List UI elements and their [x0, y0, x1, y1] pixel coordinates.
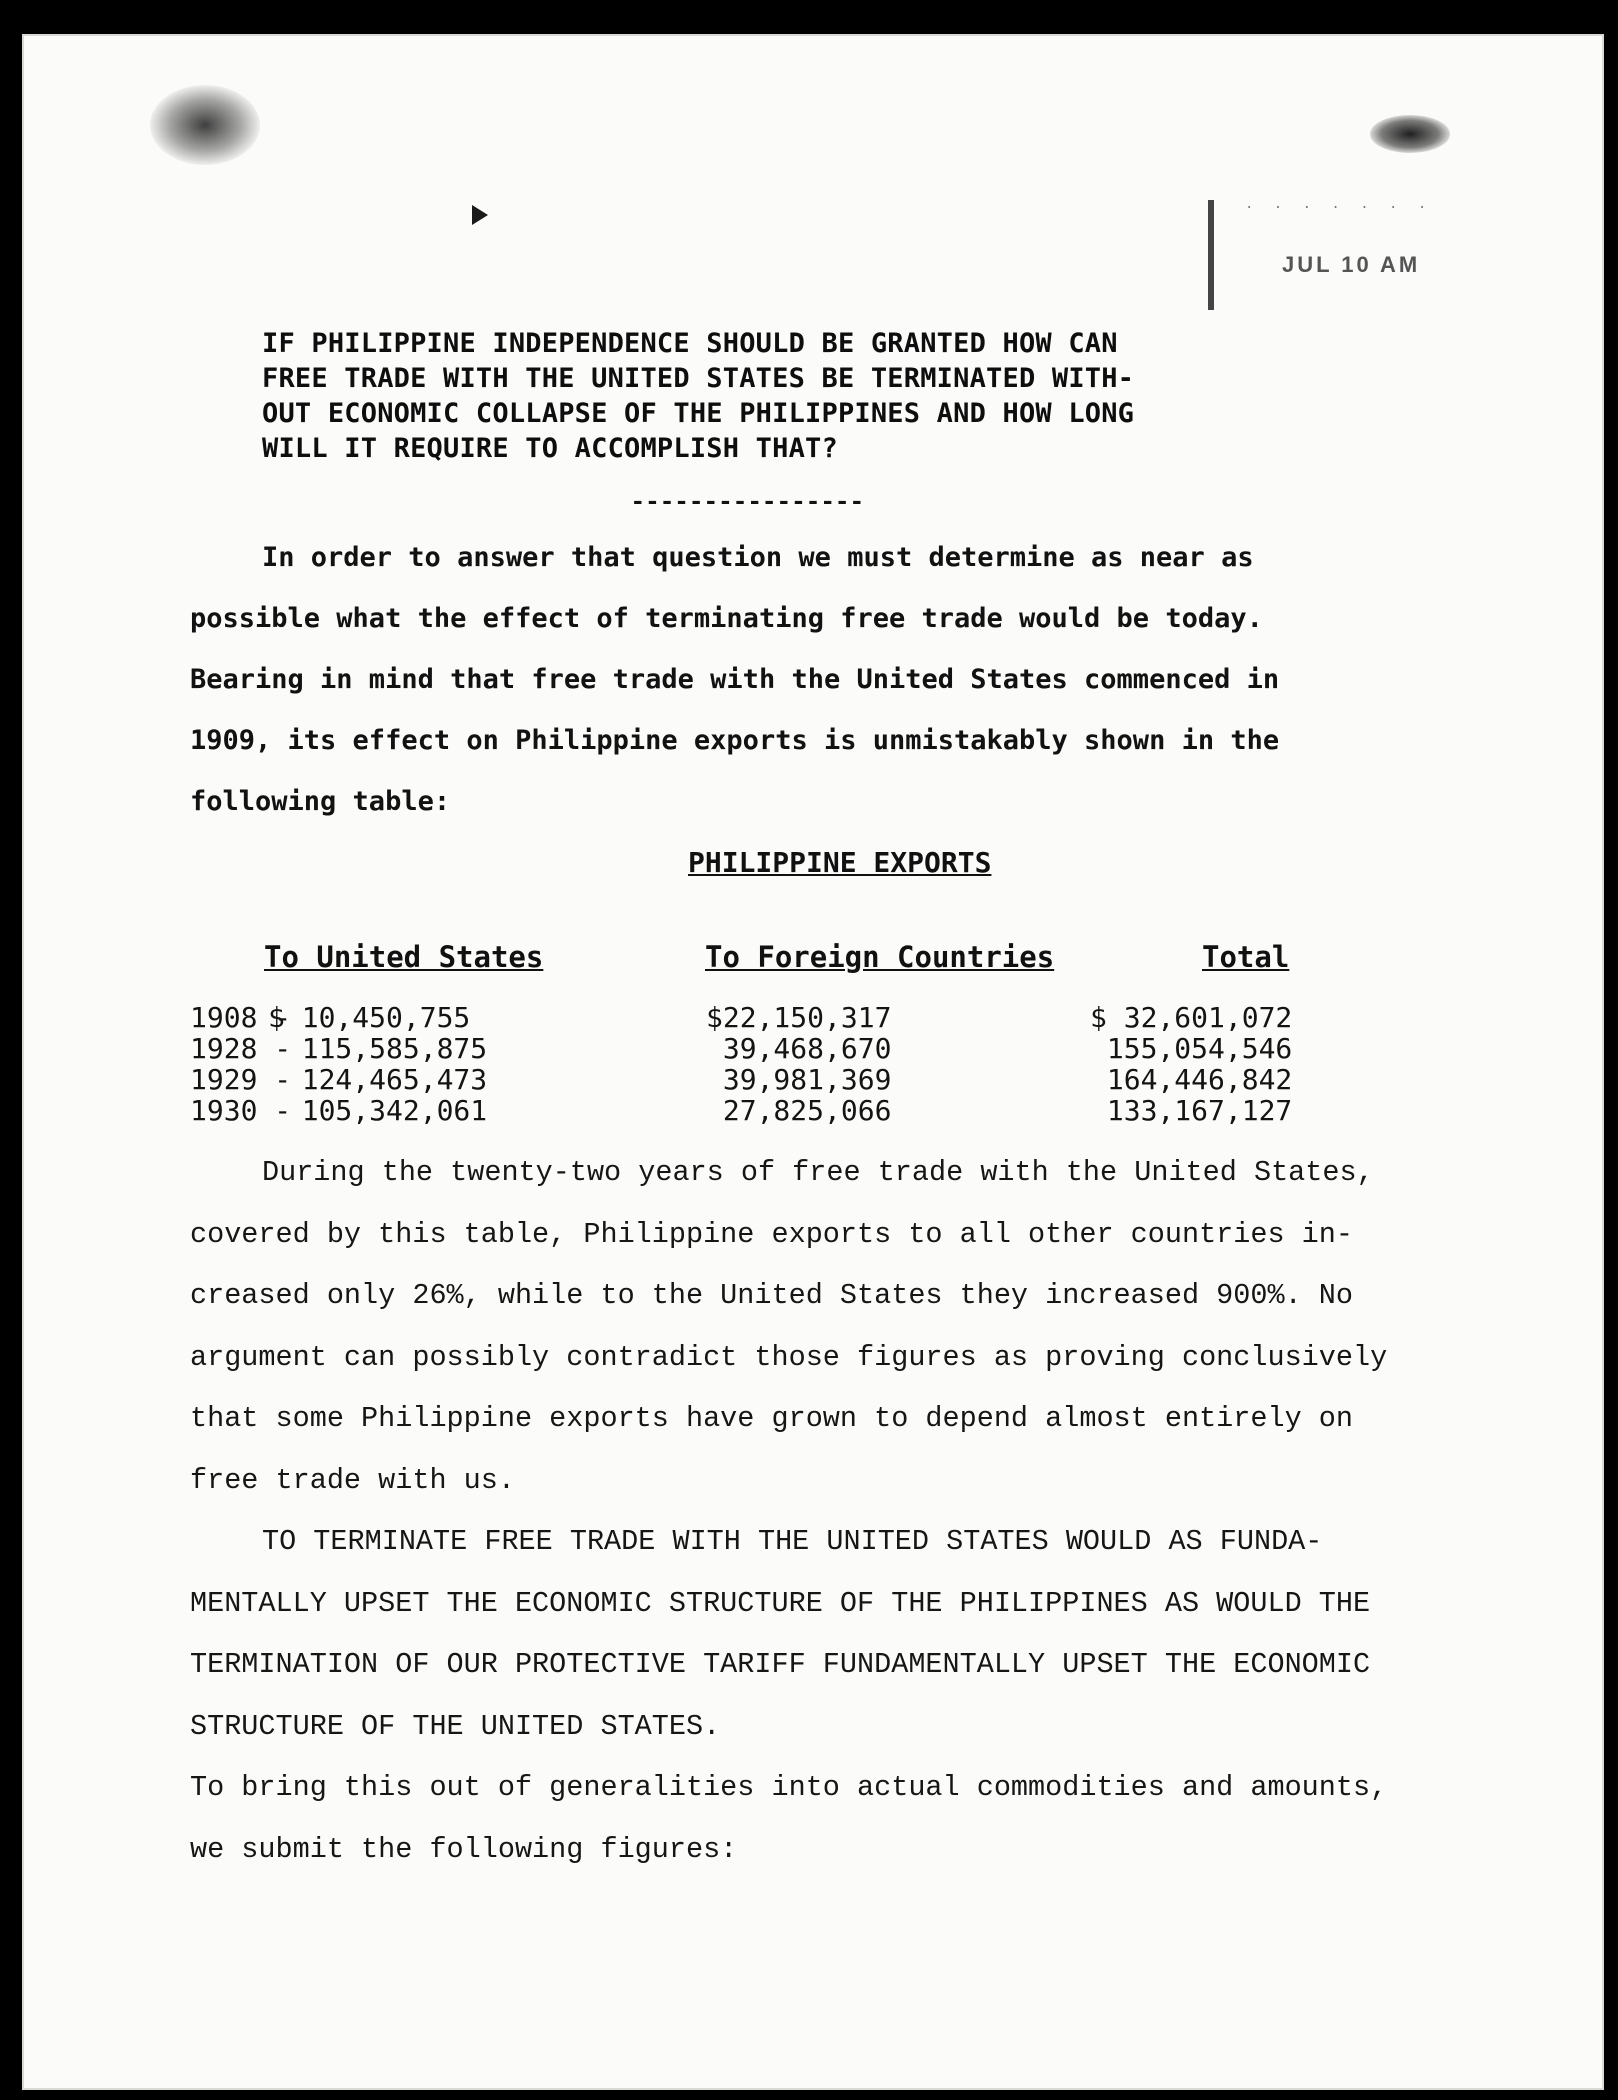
column-header-us: To United States [264, 940, 544, 974]
row-us-value: 124,465,473 [268, 1063, 488, 1096]
figures-intro-paragraph [190, 1757, 1490, 1880]
paragraph-line: argument can possibly contradict those figures as proving conclusively [190, 1340, 1388, 1374]
row-foreign-value: $22,150,317 [706, 1001, 892, 1034]
table-row [190, 1002, 1340, 1033]
paragraph-line: TERMINATION OF OUR PROTECTIVE TARIFF FUNDAMENTALLY UPSET THE ECONOMIC [190, 1648, 1371, 1681]
paragraph-line: In order to answer that question we must determine as near as [262, 542, 1254, 573]
paragraph-line: During the twenty-two years of free trade with the United States, [262, 1156, 1374, 1189]
paragraph-line: creased only 26%, while to the United States they increased 900%. No [190, 1279, 1353, 1312]
row-us-value: 105,342,061 [268, 1094, 488, 1127]
paragraph-line: Bearing in mind that free trade with the United States commenced in [190, 664, 1280, 695]
table-row [190, 1095, 1340, 1126]
stamp-bar [1208, 200, 1214, 310]
row-foreign-value: 27,825,066 [706, 1094, 892, 1127]
row-total-value: 133,167,127 [1090, 1094, 1293, 1127]
paragraph-line: 1909, its effect on Philippine exports is unmistakably shown in the [190, 725, 1280, 756]
row-us-value: 115,585,875 [268, 1032, 488, 1065]
title-line: FREE TRADE WITH THE UNITED STATES BE TERMINATED WITH- [262, 363, 1135, 394]
column-header-total: Total [1202, 940, 1290, 974]
column-header-foreign: To Foreign Countries [705, 940, 1055, 974]
paragraph-line: that some Philippine exports have grown to depend almost entirely on [190, 1402, 1353, 1435]
row-year: 1930 - [190, 1094, 292, 1127]
received-stamp: JUL 10 AM [1282, 252, 1421, 277]
row-total-value: 155,054,546 [1090, 1032, 1293, 1065]
title-line: IF PHILIPPINE INDEPENDENCE SHOULD BE GRANTED HOW CAN [262, 328, 1118, 359]
paragraph-line: MENTALLY UPSET THE ECONOMIC STRUCTURE OF THE PHILIPPINES AS WOULD THE [190, 1586, 1371, 1620]
row-foreign-value: 39,468,670 [706, 1032, 892, 1065]
row-year: 1929 - [190, 1063, 292, 1096]
paragraph-line: we submit the following figures: [190, 1832, 738, 1866]
intro-paragraph [190, 527, 1480, 832]
row-year: 1908 - [190, 1001, 292, 1034]
separator: ---------------- [630, 487, 864, 517]
paragraph-line: possible what the effect of terminating free trade would be today. [190, 603, 1263, 634]
paragraph-line: covered by this table, Philippine exports to all other countries in- [190, 1217, 1353, 1251]
arrow-marker-icon [472, 205, 488, 225]
table-row [190, 1033, 1340, 1064]
title-line: WILL IT REQUIRE TO ACCOMPLISH THAT? [262, 433, 838, 464]
row-us-value: $ 10,450,755 [268, 1001, 471, 1034]
table-title: PHILIPPINE EXPORTS [688, 846, 992, 879]
title-line: OUT ECONOMIC COLLAPSE OF THE PHILIPPINES AND HOW LONG [262, 398, 1135, 429]
row-total-value: 164,446,842 [1090, 1063, 1293, 1096]
paragraph-line: To bring this out of generalities into actual commodities and amounts, [190, 1771, 1388, 1804]
stamp-dots: · · · · · · · [1245, 200, 1433, 216]
analysis-paragraph [190, 1142, 1490, 1511]
paragraph-line: TO TERMINATE FREE TRADE WITH THE UNITED STATES WOULD AS FUNDA- [262, 1525, 1323, 1558]
table-row [190, 1064, 1340, 1095]
paragraph-line: STRUCTURE OF THE UNITED STATES. [190, 1709, 721, 1743]
ink-blot [150, 85, 260, 165]
row-foreign-value: 39,981,369 [706, 1063, 892, 1096]
paragraph-line: following table: [190, 786, 451, 817]
row-total-value: $ 32,601,072 [1090, 1001, 1293, 1034]
document-title [262, 326, 1262, 466]
ink-blot [1370, 115, 1450, 153]
row-year: 1928 - [190, 1032, 292, 1065]
paragraph-line: free trade with us. [190, 1463, 515, 1497]
conclusion-paragraph [190, 1511, 1490, 1757]
